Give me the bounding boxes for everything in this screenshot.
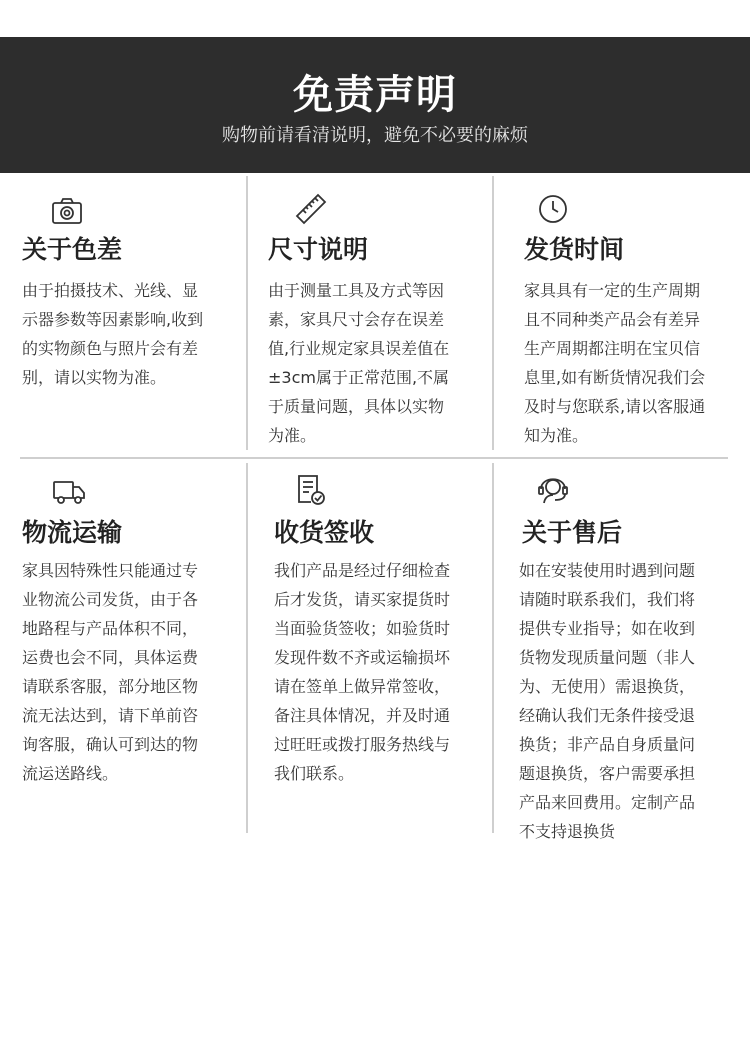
body-line: 换货；非产品自身质量问 bbox=[519, 735, 696, 754]
body-line: 生产周期都注明在宝贝信 bbox=[524, 339, 701, 358]
body-line: 示器参数等因素影响,收到 bbox=[22, 310, 204, 329]
body-line: 询客服，确认可到达的物 bbox=[22, 735, 199, 754]
section-body bbox=[268, 276, 449, 450]
body-line: 于质量问题，具体以实物 bbox=[268, 397, 445, 416]
body-line: 经确认我们无条件接受退 bbox=[519, 706, 696, 725]
section-body bbox=[519, 556, 695, 846]
body-line: 业物流公司发货，由于各 bbox=[22, 590, 199, 609]
body-line: 的实物颜色与照片会有差 bbox=[22, 339, 199, 358]
body-line: 息里,如有断货情况我们会 bbox=[524, 368, 706, 387]
body-line: 备注具体情况，并及时通 bbox=[274, 706, 451, 725]
body-line: 不支持退换货 bbox=[519, 822, 616, 841]
body-line: 我们联系。 bbox=[274, 764, 355, 783]
divider-vertical bbox=[492, 176, 494, 450]
body-line: 流运送路线。 bbox=[22, 764, 119, 783]
body-line: 且不同种类产品会有差异 bbox=[524, 310, 701, 329]
section-heading: 收货签收 bbox=[274, 518, 375, 547]
body-line: 知为准。 bbox=[524, 426, 589, 445]
body-line: 产品来回费用。定制产品 bbox=[519, 793, 696, 812]
body-line: 家具具有一定的生产周期 bbox=[524, 281, 701, 300]
clock-icon bbox=[536, 192, 570, 226]
body-line: 流无法达到，请下单前咨 bbox=[22, 706, 199, 725]
body-line: 别，请以实物为准。 bbox=[22, 368, 167, 387]
body-line: 后才发货，请买家提货时 bbox=[274, 590, 451, 609]
divider-vertical bbox=[492, 463, 494, 833]
page-title: 免责声明 bbox=[293, 72, 457, 118]
body-line: 家具因特殊性只能通过专 bbox=[22, 561, 199, 580]
divider-vertical bbox=[246, 463, 248, 833]
body-line: 运费也会不同，具体运费 bbox=[22, 648, 199, 667]
section-body bbox=[22, 556, 198, 788]
body-line: 由于测量工具及方式等因 bbox=[268, 281, 445, 300]
section-heading: 尺寸说明 bbox=[268, 235, 369, 264]
body-line: 我们产品是经过仔细检查 bbox=[274, 561, 451, 580]
body-line: 请在签单上做异常签收， bbox=[274, 677, 451, 696]
body-line: 及时与您联系,请以客服通 bbox=[524, 397, 706, 416]
body-line: 为准。 bbox=[268, 426, 317, 445]
body-line: 过旺旺或拨打服务热线与 bbox=[274, 735, 451, 754]
body-line: 如在安装使用时遇到问题 bbox=[519, 561, 696, 580]
section-heading: 发货时间 bbox=[524, 235, 625, 264]
section-heading: 关于色差 bbox=[22, 235, 123, 264]
page-subtitle: 购物前请看清说明，避免不必要的麻烦 bbox=[222, 125, 528, 146]
camera-icon bbox=[50, 194, 84, 228]
ruler-icon bbox=[294, 192, 328, 226]
body-line: 货物发现质量问题（非人 bbox=[519, 648, 696, 667]
body-line: 当面验货签收；如验货时 bbox=[274, 619, 451, 638]
customer-service-icon bbox=[536, 472, 570, 506]
section-body bbox=[524, 276, 705, 450]
body-line: 为、无使用）需退换货， bbox=[519, 677, 696, 696]
body-line: 提供专业指导；如在收到 bbox=[519, 619, 696, 638]
body-line: 题退换货，客户需要承担 bbox=[519, 764, 696, 783]
body-line: 地路程与产品体积不同， bbox=[22, 619, 199, 638]
section-body bbox=[274, 556, 450, 788]
divider-horizontal bbox=[20, 457, 728, 459]
body-line: 发现件数不齐或运输损坏 bbox=[274, 648, 451, 667]
body-line: 请联系客服，部分地区物 bbox=[22, 677, 199, 696]
body-line: 值,行业规定家具误差值在 bbox=[268, 339, 450, 358]
body-line: 由于拍摄技术、光线、显 bbox=[22, 281, 199, 300]
body-line: 素，家具尺寸会存在误差 bbox=[268, 310, 445, 329]
header-banner bbox=[0, 37, 750, 173]
receipt-check-icon bbox=[294, 472, 328, 506]
divider-vertical bbox=[246, 176, 248, 450]
truck-icon bbox=[52, 474, 86, 508]
body-line: ±3cm属于正常范围,不属 bbox=[268, 368, 450, 387]
body-line: 请随时联系我们，我们将 bbox=[519, 590, 696, 609]
section-heading: 关于售后 bbox=[522, 518, 623, 547]
section-heading: 物流运输 bbox=[22, 518, 123, 547]
section-body bbox=[22, 276, 203, 392]
